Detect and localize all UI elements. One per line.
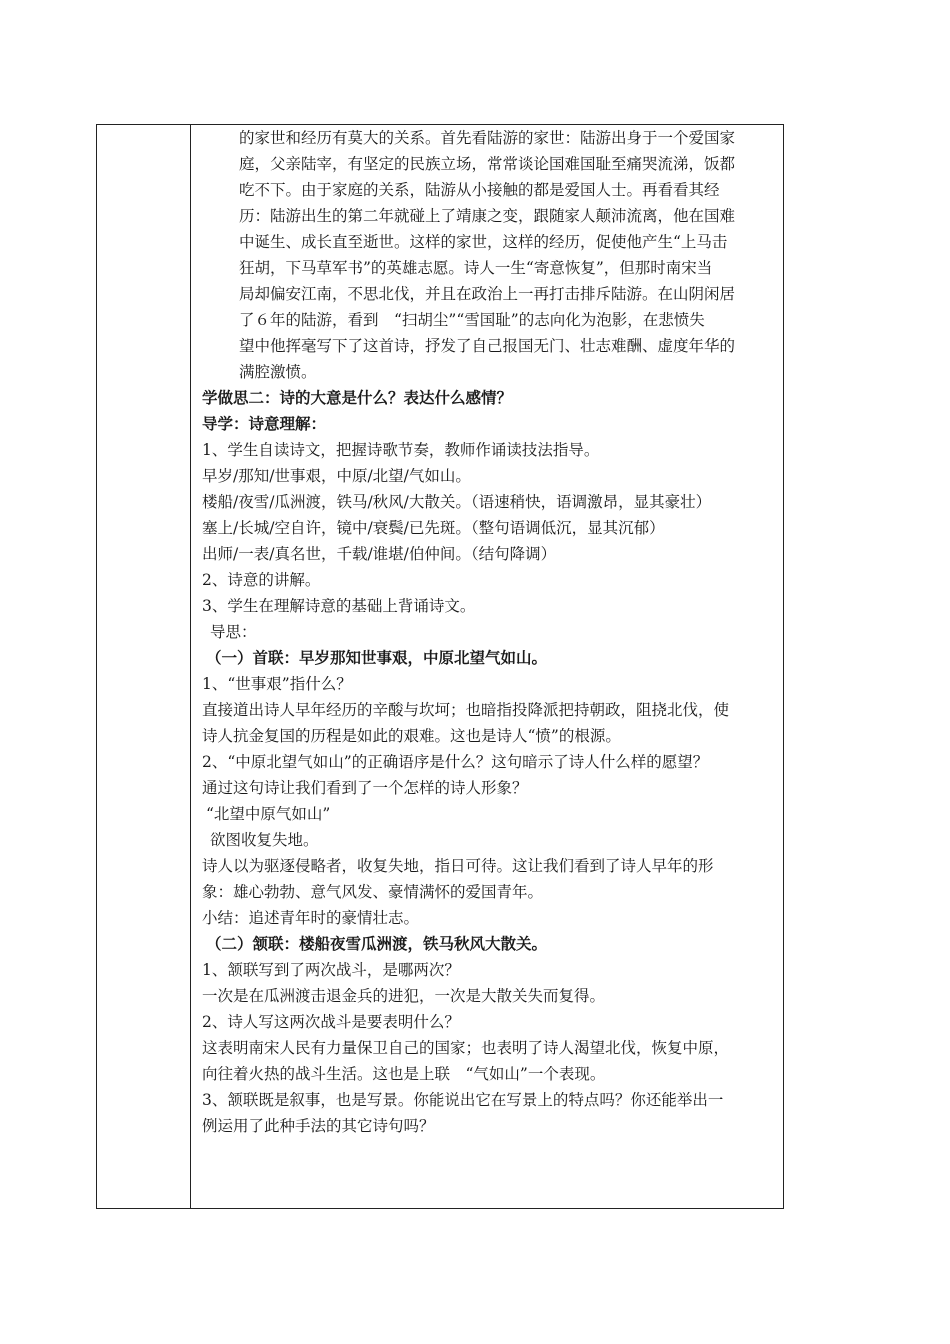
think-label: 导思： <box>210 623 257 641</box>
text-line: 望中他挥毫写下了这首诗，抒发了自己报国无门、壮志难酬、虚度年华的 <box>239 337 736 355</box>
text-line: 了６年的陆游，看到 “扫胡尘”“雪国耻”的志向化为泡影，在悲愤失 <box>239 311 705 329</box>
section-heading: 学做思二：诗的大意是什么？表达什么感情？ <box>202 388 513 407</box>
question: 3、颔联既是叙事，也是写景。你能说出它在写景上的特点吗？你还能举出一 <box>202 1091 724 1109</box>
table-content-cell <box>202 125 780 1139</box>
text-line: 中诞生、成长直至逝世。这样的家世，这样的经历，促使他产生“上马击 <box>239 233 728 251</box>
lesson-table <box>96 124 784 1209</box>
text-line: 庭，父亲陆宰，有坚定的民族立场，常常谈论国难国耻至痛哭流涕，饭都 <box>239 155 736 173</box>
couplet-heading: （二）颔联：楼船夜雪瓜洲渡，铁马秋风大散关。 <box>206 934 548 953</box>
text-line: 的家世和经历有莫大的关系。首先看陆游的家世：陆游出身于一个爱国家 <box>239 129 736 147</box>
question: 2、“中原北望气如山”的正确语序是什么？这句暗示了诗人什么样的愿望？ <box>202 753 709 771</box>
answer-line: 欲图收复失地。 <box>210 831 319 849</box>
answer-line: 象：雄心勃勃、意气风发、豪情满怀的爱国青年。 <box>202 883 544 901</box>
poem-line: 出师/一表/真名世，千载/谁堪/伯仲间。（结句降调） <box>202 545 557 563</box>
poem-line: 楼船/夜雪/瓜洲渡，铁马/秋风/大散关。（语速稍快，语调激昂，显其豪壮） <box>202 493 712 511</box>
guide-heading: 导学：诗意理解： <box>202 414 327 433</box>
summary: 小结：追述青年时的豪情壮志。 <box>202 909 420 927</box>
answer-line: 这表明南宋人民有力量保卫自己的国家；也表明了诗人渴望北伐，恢复中原， <box>202 1039 730 1057</box>
text-line: 局却偏安江南，不思北伐，并且在政治上一再打击排斥陆游。在山阴闲居 <box>239 285 736 303</box>
question: 1、“世事艰”指什么？ <box>202 675 352 693</box>
answer-line: 诗人抗金复国的历程是如此的艰难。这也是诗人“愤”的根源。 <box>202 727 621 745</box>
text-line: 狂胡，下马草军书”的英雄志愿。诗人一生“寄意恢复”，但那时南宋当 <box>239 259 713 277</box>
answer-line: 向往着火热的战斗生活。这也是上联 “气如山”一个表现。 <box>202 1065 606 1083</box>
answer-line: 一次是在瓜洲渡击退金兵的进犯，一次是大散关失而复得。 <box>202 987 606 1005</box>
answer-line: 直接道出诗人早年经历的辛酸与坎坷；也暗指投降派把持朝政，阻挠北伐，使 <box>202 701 730 719</box>
couplet-heading: （一）首联：早岁那知世事艰，中原北望气如山。 <box>206 648 548 667</box>
poem-line: 塞上/长城/空自许，镜中/衰鬓/已先斑。（整句语调低沉，显其沉郁） <box>202 519 665 537</box>
step-item: 2、诗意的讲解。 <box>202 571 321 589</box>
poem-line: 早岁/那知/世事艰，中原/北望/气如山。 <box>202 467 471 485</box>
text-line: 满腔激愤。 <box>239 363 317 381</box>
step-item: 1、学生自读诗文，把握诗歌节奏，教师作诵读技法指导。 <box>202 441 600 459</box>
table-left-column <box>97 125 191 1208</box>
text-line: 历：陆游出生的第二年就碰上了靖康之变，跟随家人颠沛流离，他在国难 <box>239 207 736 225</box>
question: 1、颔联写到了两次战斗，是哪两次？ <box>202 961 460 979</box>
question: 2、诗人写这两次战斗是要表明什么？ <box>202 1013 460 1031</box>
step-item: 3、学生在理解诗意的基础上背诵诗文。 <box>202 597 476 615</box>
question: 通过这句诗让我们看到了一个怎样的诗人形象？ <box>202 779 528 797</box>
answer-line: “北望中原气如山” <box>206 805 331 823</box>
answer-line: 诗人以为驱逐侵略者，收复失地，指日可待。这让我们看到了诗人早年的形 <box>202 857 714 875</box>
text-line: 吃不下。由于家庭的关系，陆游从小接触的都是爱国人士。再看看其经 <box>239 181 720 199</box>
question: 例运用了此种手法的其它诗句吗？ <box>202 1117 435 1135</box>
